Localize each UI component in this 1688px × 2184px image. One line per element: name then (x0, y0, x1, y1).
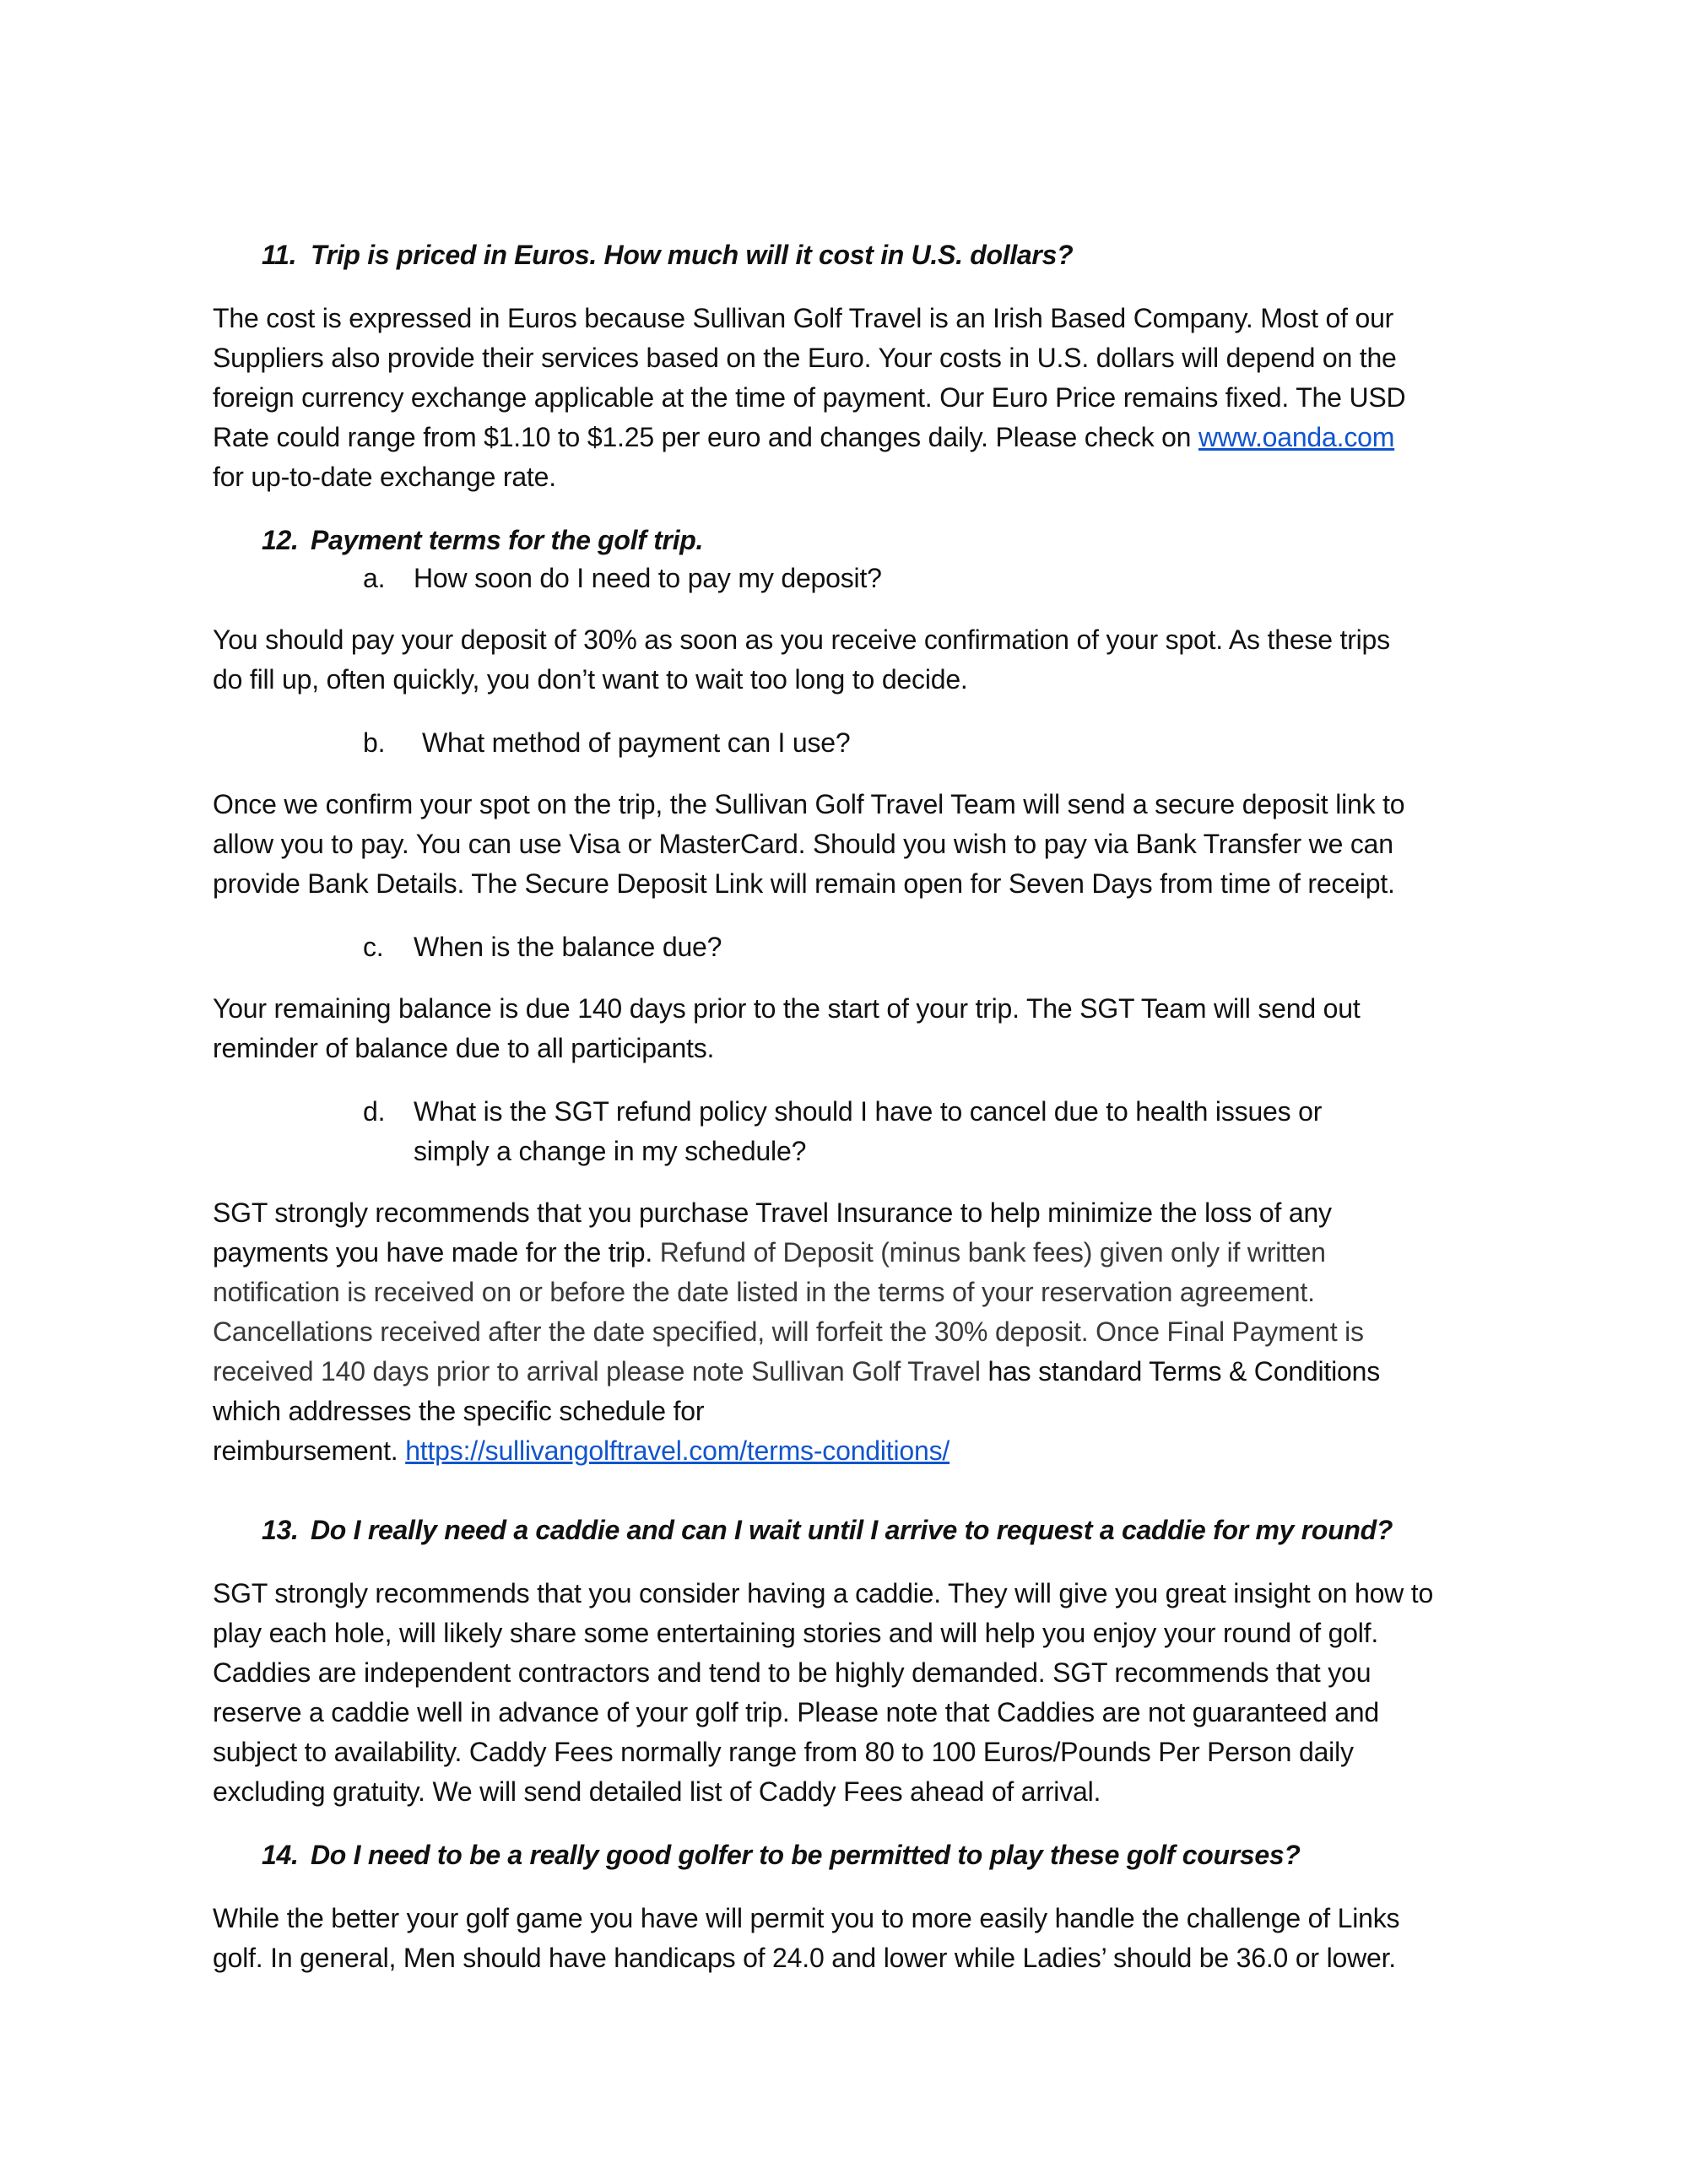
question-14-heading (262, 1838, 1301, 1872)
terms-conditions-link[interactable]: https://sullivangolftravel.com/terms-conditions/ (405, 1435, 950, 1466)
answer-13-line: subject to availability. Caddy Fees normally range from 80 to 100 Euros/Pounds Per Person daily (213, 1737, 1354, 1767)
subquestion-text: simply a change in my schedule? (414, 1136, 807, 1166)
answer-12d-text: reimbursement. (213, 1435, 406, 1466)
answer-12b-line: Once we confirm your spot on the trip, the Sullivan Golf Travel Team will send a secure deposit link to (213, 789, 1405, 819)
answer-11-text: Rate could range from $1.10 to $1.25 per euro and changes daily. Please check on (213, 422, 1198, 452)
answer-12d-line: which addresses the specific schedule for (213, 1396, 705, 1426)
subquestion-letter: c. (363, 932, 384, 962)
question-12-heading (262, 523, 703, 557)
subquestion-text: When is the balance due? (414, 932, 722, 962)
question-number: 14. (262, 1840, 299, 1870)
question-text: Do I need to be a really good golfer to be permitted to play these golf courses? (311, 1840, 1301, 1870)
answer-14-line: While the better your golf game you have will permit you to more easily handle the challenge of Links (213, 1903, 1400, 1933)
answer-14-line: golf. In general, Men should have handicaps of 24.0 and lower while Ladies’ should be 36.0 or lower. (213, 1943, 1396, 1973)
answer-11-line: The cost is expressed in Euros because Sullivan Golf Travel is an Irish Based Company. Most of our (213, 303, 1394, 333)
question-11-heading (262, 238, 1073, 272)
answer-12d-text: has standard Terms & Conditions (987, 1356, 1381, 1387)
subquestion-letter: d. (363, 1096, 386, 1127)
question-number: 13. (262, 1515, 299, 1545)
answer-13-line: Caddies are independent contractors and tend to be highly demanded. SGT recommends that you (213, 1657, 1372, 1688)
answer-12d-line: SGT strongly recommends that you purchase Travel Insurance to help minimize the loss of any (213, 1197, 1332, 1228)
question-number: 12. (262, 525, 299, 555)
question-text: Payment terms for the golf trip. (311, 525, 704, 555)
answer-12a-line: do fill up, often quickly, you don’t want to wait too long to decide. (213, 664, 968, 695)
subquestion-letter: b. (363, 727, 386, 758)
question-text: Do I really need a caddie and can I wait until I arrive to request a caddie for my round? (311, 1515, 1393, 1545)
answer-13-line: SGT strongly recommends that you consider having a caddie. They will give you great insight on how to (213, 1578, 1434, 1608)
question-13-heading (262, 1513, 1393, 1547)
question-number: 11. (262, 240, 297, 270)
answer-13-line: reserve a caddie well in advance of your golf trip. Please note that Caddies are not guaranteed and (213, 1697, 1379, 1727)
subquestion-text: How soon do I need to pay my deposit? (414, 563, 882, 593)
answer-12b-line: allow you to pay. You can use Visa or MasterCard. Should you wish to pay via Bank Transfer we can (213, 829, 1393, 859)
answer-12d-policy-line: Cancellations received after the date specified, will forfeit the 30% deposit. Once Final Payment is (213, 1316, 1364, 1347)
answer-13-line: excluding gratuity. We will send detailed list of Caddy Fees ahead of arrival. (213, 1776, 1101, 1807)
subquestion-letter: a. (363, 563, 386, 593)
answer-11-line (213, 420, 1394, 454)
subquestion-text: What method of payment can I use? (422, 727, 851, 758)
answer-12d-line (213, 1434, 950, 1468)
answer-12d-line (213, 1354, 1380, 1388)
subquestion-text: What is the SGT refund policy should I have to cancel due to health issues or (414, 1096, 1323, 1127)
question-text: Trip is priced in Euros. How much will it cost in U.S. dollars? (311, 240, 1074, 270)
oanda-link[interactable]: www.oanda.com (1198, 422, 1395, 452)
answer-11-line: for up-to-date exchange rate. (213, 462, 556, 492)
answer-13-line: play each hole, will likely share some entertaining stories and will help you enjoy your round of golf. (213, 1618, 1379, 1648)
answer-12c-line: reminder of balance due to all participants. (213, 1033, 715, 1063)
answer-11-line: Suppliers also provide their services based on the Euro. Your costs in U.S. dollars will depend on the (213, 343, 1397, 373)
answer-12c-line: Your remaining balance is due 140 days prior to the start of your trip. The SGT Team will send out (213, 993, 1361, 1024)
answer-12d-text: payments you have made for the trip. (213, 1237, 660, 1268)
answer-12d-policy-text: received 140 days prior to arrival please note Sullivan Golf Travel (213, 1356, 988, 1387)
answer-12d-policy-line: notification is received on or before the date listed in the terms of your reservation agreement. (213, 1277, 1315, 1307)
answer-12a-line: You should pay your deposit of 30% as soon as you receive confirmation of your spot. As these trips (213, 624, 1390, 655)
answer-12d-line (213, 1235, 1326, 1269)
answer-12d-policy-text: Refund of Deposit (minus bank fees) given only if written (659, 1237, 1326, 1268)
answer-12b-line: provide Bank Details. The Secure Deposit Link will remain open for Seven Days from time of receipt. (213, 868, 1395, 899)
answer-11-line: foreign currency exchange applicable at the time of payment. Our Euro Price remains fixed. The USD (213, 382, 1406, 413)
